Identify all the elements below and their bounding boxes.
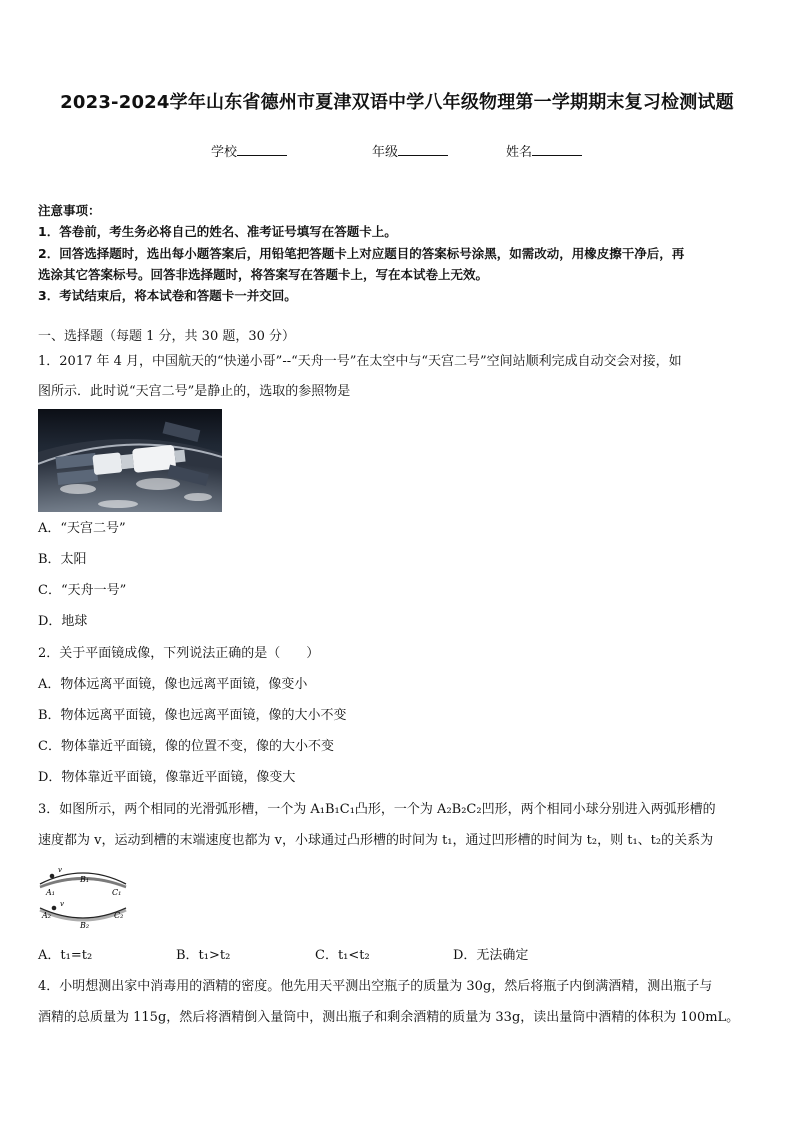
notice-item: 选涂其它答案标号。回答非选择题时，将答案写在答题卡上，写在本试卷上无效。 <box>38 267 489 282</box>
point-b1-label: B₁ <box>80 875 90 884</box>
question-1-line: 图所示．此时说“天宫二号”是静止的，选取的参照物是 <box>38 384 351 399</box>
option-c[interactable]: C．t₁<t₂ <box>315 948 370 963</box>
grade-blank[interactable] <box>398 143 448 156</box>
question-3-line: 3．如图所示，两个相同的光滑弧形槽，一个为 A₁B₁C₁凸形，一个为 A₂B₂C₂凹形，两个相同小球分别进入两弧形槽的 <box>38 802 716 817</box>
point-a1-label: A₁ <box>46 888 55 897</box>
point-b2-label: B₂ <box>80 921 90 930</box>
section-heading: 一、选择题（每题 1 分，共 30 题，30 分） <box>38 329 296 344</box>
name-field[interactable] <box>506 141 582 160</box>
option-c[interactable]: C．“天舟一号” <box>38 583 127 598</box>
notice-item: 3．考试结束后，将本试卷和答题卡一并交回。 <box>38 288 297 303</box>
option-c[interactable]: C．物体靠近平面镜，像的位置不变，像的大小不变 <box>38 739 334 754</box>
option-b[interactable]: B．太阳 <box>38 552 87 567</box>
option-b[interactable]: B．t₁>t₂ <box>176 948 231 963</box>
option-d[interactable]: D．无法确定 <box>453 948 529 963</box>
grade-label: 年级 <box>372 145 399 160</box>
option-d[interactable]: D．物体靠近平面镜，像靠近平面镜，像变大 <box>38 770 296 785</box>
point-c1-label: C₁ <box>112 888 122 897</box>
space-station-photo <box>38 409 222 512</box>
question-4-line: 酒精的总质量为 115g，然后将酒精倒入量筒中，测出瓶子和剩余酒精的质量为 33g，读出量筒中酒精的体积为 100mL。 <box>38 1010 740 1025</box>
velocity-label: v <box>60 900 64 908</box>
point-c2-label: C₂ <box>114 911 124 920</box>
question-3-line: 速度都为 v，运动到槽的末端速度也都为 v，小球通过凸形槽的时间为 t₁，通过凹形槽的时间为 t₂，则 t₁、t₂的关系为 <box>38 833 714 848</box>
name-blank[interactable] <box>532 143 582 156</box>
notice-item: 2．回答选择题时，选出每小题答案后，用铅笔把答题卡上对应题目的答案标号涂黑，如需改动，用橡皮擦干净后，再 <box>38 246 685 261</box>
school-label: 学校 <box>211 145 238 160</box>
option-a[interactable]: A．物体远离平面镜，像也远离平面镜，像变小 <box>38 677 308 692</box>
option-d[interactable]: D．地球 <box>38 614 88 629</box>
name-label: 姓名 <box>506 145 533 160</box>
notice-item: 1．答卷前，考生务必将自己的姓名、准考证号填写在答题卡上。 <box>38 224 397 239</box>
question-4-line: 4．小明想测出家中消毒用的酒精的密度。他先用天平测出空瓶子的质量为 30g，然后将瓶子内倒满酒精，测出瓶子与 <box>38 979 713 994</box>
notice-heading: 注意事项： <box>38 203 101 218</box>
question-2-stem: 2．关于平面镜成像，下列说法正确的是（ ） <box>38 646 320 661</box>
groove-diagram <box>38 864 133 932</box>
point-a2-label: A₂ <box>42 911 51 920</box>
option-a[interactable]: A．“天宫二号” <box>38 521 126 536</box>
option-b[interactable]: B．物体远离平面镜，像也远离平面镜，像的大小不变 <box>38 708 347 723</box>
school-blank[interactable] <box>237 143 287 156</box>
question-1-line: 1．2017 年 4 月，中国航天的“快递小哥”--“天舟一号”在太空中与“天宫二号”空间站顺利完成自动交会对接，如 <box>38 354 682 369</box>
velocity-label: v <box>58 866 62 874</box>
grade-field[interactable] <box>372 141 448 160</box>
school-field[interactable] <box>211 141 287 160</box>
page-title: 2023-2024学年山东省德州市夏津双语中学八年级物理第一学期期末复习检测试题 <box>60 92 734 113</box>
option-a[interactable]: A．t₁=t₂ <box>38 948 93 963</box>
